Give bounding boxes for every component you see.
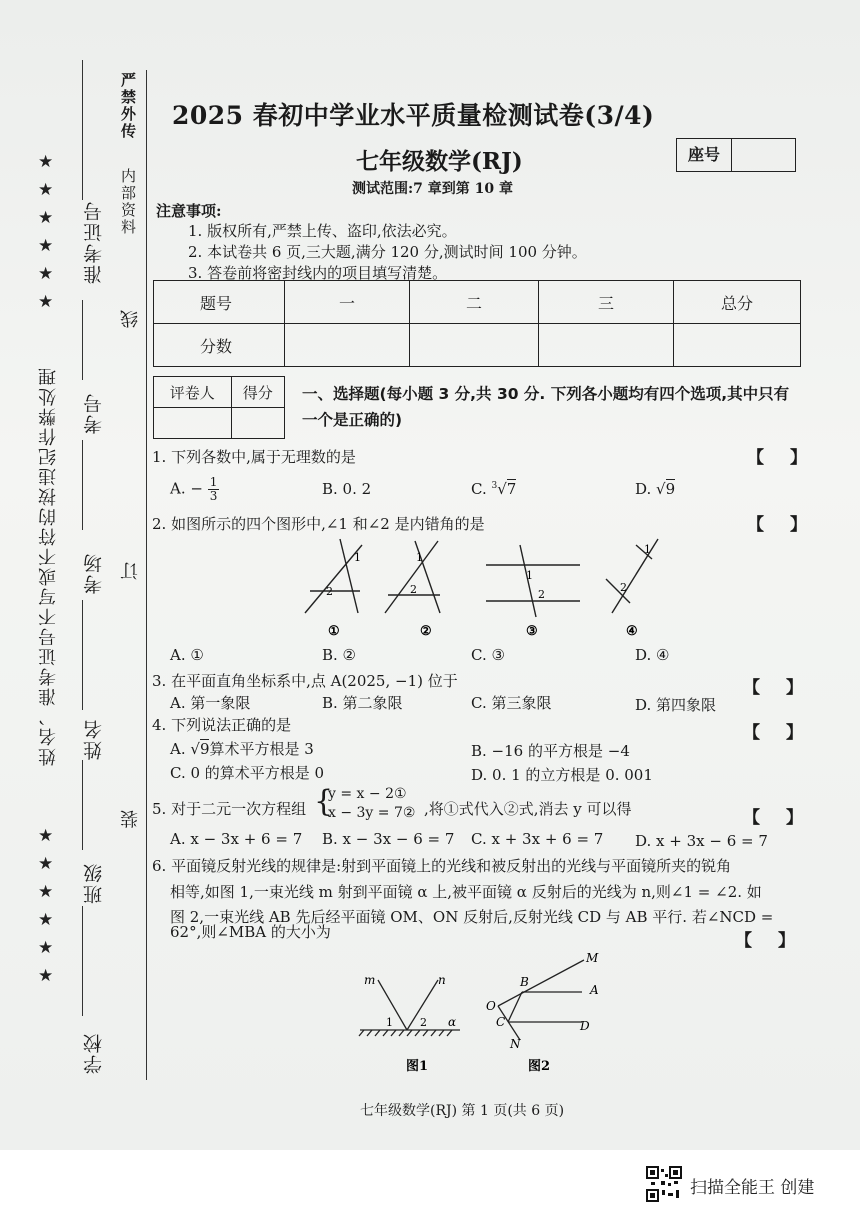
score-table-header-row (154, 281, 801, 324)
q5-equation-2: x − 3y = 7② (328, 805, 416, 821)
q1-option-c[interactable] (471, 480, 516, 498)
star-icon: ★ (38, 966, 54, 986)
answer-bracket[interactable]: 【】 (735, 931, 821, 951)
figure-label: ④ (626, 624, 638, 639)
mirror-figure-1 (359, 980, 460, 1036)
q5-option-b[interactable]: B. x − 3x − 6 = 7 (322, 830, 455, 848)
q5-option-d[interactable]: D. x + 3x − 6 = 7 (635, 832, 768, 850)
q4-option-d[interactable]: D. 0. 1 的立方根是 0. 001 (471, 766, 653, 784)
denominator: 3 (209, 489, 218, 503)
section-1-heading: 一、选择题(每小题 3 分,共 30 分. 下列各小题均有四个选项,其中只有一个是正确的) (302, 385, 790, 429)
exam-no-blank[interactable] (82, 300, 83, 380)
angle-2-label: 2 (326, 585, 333, 598)
room-label: 考场 (83, 552, 105, 594)
mirror-figure-2 (498, 960, 584, 1040)
table-cell: 二 (410, 281, 539, 324)
class-blank[interactable] (82, 760, 83, 850)
q4-option-b[interactable]: B. −16 的平方根是 −4 (471, 742, 630, 760)
question-3-stem: 3. 在平面直角坐标系中,点 A(2025, −1) 位于 (152, 672, 458, 690)
school-blank[interactable] (82, 906, 83, 1016)
answer-bracket[interactable]: 【】 (747, 515, 833, 535)
exam-no-label: 考号 (83, 392, 105, 434)
star-icon: ★ (38, 208, 54, 228)
point-d-label: D (580, 1019, 590, 1033)
answer-bracket[interactable]: 【】 (743, 678, 829, 698)
angle-1-label: 1 (386, 1016, 393, 1029)
question-4-stem: 4. 下列说法正确的是 (152, 716, 292, 734)
star-icon: ★ (38, 152, 54, 172)
q3-option-c[interactable]: C. 第三象限 (471, 694, 552, 712)
star-icon: ★ (38, 264, 54, 284)
page-footer: 七年级数学(RJ) 第 1 页(共 6 页) (360, 1103, 565, 1119)
table-cell: 总分 (674, 281, 801, 324)
table-cell: 题号 (154, 281, 285, 324)
seat-number-box[interactable] (676, 138, 796, 172)
radical-sign-icon: √ (497, 480, 507, 498)
ray-n-label: n (438, 973, 446, 987)
score-table (153, 280, 801, 367)
radical-sign-icon: √ (190, 740, 200, 758)
table-cell: 分数 (154, 324, 285, 367)
q3-option-d[interactable]: D. 第四象限 (635, 696, 717, 714)
school-label: 学校 (83, 1032, 105, 1074)
angle-1-label: 1 (644, 543, 651, 556)
star-icon: ★ (38, 292, 54, 312)
equation-brace-icon: { (314, 784, 334, 819)
figure-label: ③ (526, 624, 538, 639)
star-icon: ★ (38, 882, 54, 902)
question-6-line: 6. 平面镜反射光线的规律是:射到平面镜上的光线和被反射出的光线与平面镜所夹的锐角 (152, 857, 732, 875)
q2-option-a[interactable]: A. ① (170, 646, 204, 664)
score-cell[interactable] (231, 408, 284, 439)
point-o-label: O (486, 999, 496, 1013)
internal-material-label: 内部资料 (119, 168, 137, 236)
point-c-label: C (496, 1015, 506, 1029)
q5-option-a[interactable]: A. x − 3x + 6 = 7 (170, 830, 303, 848)
score-label: 得分 (231, 377, 284, 408)
figure-label: ① (328, 624, 340, 639)
star-icon: ★ (38, 854, 54, 874)
q4-option-a-prefix: A. (170, 740, 191, 758)
star-icon: ★ (38, 180, 54, 200)
question-1-stem: 1. 下列各数中,属于无理数的是 (152, 448, 356, 466)
binding-line (146, 70, 147, 1080)
point-b-label: B (520, 975, 529, 989)
answer-bracket[interactable]: 【】 (743, 723, 829, 743)
point-n-label: N (510, 1037, 521, 1051)
reviewer-label: 评卷人 (154, 377, 232, 408)
star-icon: ★ (38, 826, 54, 846)
answer-bracket[interactable]: 【】 (743, 808, 829, 828)
test-range: 测试范围:7 章到第 10 章 (352, 181, 514, 197)
note-item: 3. 答卷前将密封线内的项目填写清楚。 (188, 264, 448, 282)
angle-1-label: 1 (526, 569, 533, 582)
star-icon: ★ (38, 236, 54, 256)
point-m-label: M (586, 951, 599, 965)
numerator: 1 (209, 475, 218, 489)
score-cell[interactable] (410, 324, 539, 367)
note-item: 1. 版权所有,严禁上传、盗印,依法必究。 (188, 222, 457, 240)
q2-option-c[interactable]: C. ③ (471, 646, 505, 664)
exam-id-label: 准考证号 (83, 200, 105, 284)
scanner-watermark: 扫描全能王 创建 (690, 1178, 815, 1198)
radical-sign-icon: √ (656, 480, 666, 498)
score-cell[interactable] (674, 324, 801, 367)
angle-1-label: 1 (354, 551, 361, 564)
qr-code-icon (646, 1166, 682, 1202)
angle-1-label: 1 (416, 551, 423, 564)
room-blank[interactable] (82, 440, 83, 530)
binding-zhuang-label: 装 (120, 808, 141, 828)
name-blank[interactable] (82, 600, 83, 710)
binding-ding-label: 订 (120, 560, 141, 580)
q4-option-a[interactable] (170, 738, 314, 759)
q1-option-c-prefix: C. (471, 480, 492, 498)
figure-label: ② (420, 624, 432, 639)
radicand: 9 (665, 480, 676, 498)
q3-option-b[interactable]: B. 第二象限 (322, 694, 403, 712)
radicand: 7 (506, 480, 517, 498)
exam-id-blank[interactable] (82, 60, 83, 200)
q2-figures (300, 535, 730, 645)
angle-2-label: 2 (410, 583, 417, 596)
q1-option-d[interactable] (635, 480, 675, 498)
score-cell[interactable] (285, 324, 410, 367)
figure-1-caption: 图1 (406, 1059, 429, 1074)
root-index: 3 (491, 481, 498, 491)
seat-label: 座号 (677, 139, 732, 171)
exam-subject: 七年级数学(RJ) (356, 148, 523, 175)
point-a-label: A (590, 983, 599, 997)
question-6-line: 62°,则∠MBA 的大小为 (170, 923, 331, 941)
angle-2-label: 2 (620, 581, 627, 594)
exam-title: 2025 春初中学业水平质量检测试卷(3/4) (172, 101, 655, 130)
q5-equation-1: y = x − 2① (328, 786, 407, 802)
q1-option-a[interactable] (170, 476, 219, 503)
star-icon: ★ (38, 938, 54, 958)
question-6-line: 相等,如图 1,一束光线 m 射到平面镜 α 上,被平面镜 α 反射后的光线为 n,则∠1 = ∠2. 如 (170, 883, 762, 901)
answer-bracket[interactable]: 【】 (747, 448, 833, 468)
angle-figure-2 (385, 541, 440, 613)
table-cell: 一 (285, 281, 410, 324)
angle-figure-3 (486, 545, 580, 617)
q2-option-d[interactable]: D. ④ (635, 646, 670, 664)
mirror-alpha-label: α (448, 1015, 457, 1029)
reviewer-cell[interactable] (154, 408, 232, 439)
q4-option-a-text: 算术平方根是 3 (209, 740, 314, 758)
grader-table (153, 376, 285, 439)
score-table-score-row (154, 324, 801, 367)
radicand: 9 (199, 740, 210, 758)
q1-option-b[interactable]: B. 0. 2 (322, 480, 372, 498)
q3-option-a[interactable]: A. 第一象限 (170, 694, 251, 712)
fraction (208, 476, 220, 503)
q2-option-b[interactable]: B. ② (322, 646, 357, 664)
angle-2-label: 2 (538, 588, 545, 601)
binding-line-label: 线 (120, 308, 141, 328)
q6-figures (350, 940, 630, 1080)
ray-m-label: m (364, 973, 376, 987)
note-item: 2. 本试卷共 6 页,三大题,满分 120 分,测试时间 100 分钟。 (188, 243, 587, 261)
q5-stem-prefix: 5. 对于二元一次方程组 (152, 800, 307, 818)
q1-option-d-prefix: D. (635, 480, 657, 498)
q5-stem-suffix: ,将①式代入②式,消去 y 可以得 (424, 800, 632, 818)
q5-option-c[interactable]: C. x + 3x + 6 = 7 (471, 830, 604, 848)
class-label: 班级 (83, 862, 105, 904)
angle-2-label: 2 (420, 1016, 427, 1029)
star-icon: ★ (38, 910, 54, 930)
notes-title: 注意事项: (156, 202, 222, 220)
strict-confidential-label: 严禁外传 (119, 72, 137, 140)
q4-option-c[interactable]: C. 0 的算术平方根是 0 (170, 764, 325, 782)
figure-2-caption: 图2 (528, 1059, 551, 1074)
question-5-stem (152, 798, 306, 819)
cheating-warning-text: 姓名、准考证号不写或不符的按违纪作弊处理 (38, 366, 59, 766)
name-label: 姓名 (83, 718, 105, 760)
question-2-stem: 2. 如图所示的四个图形中,∠1 和∠2 是内错角的是 (152, 515, 485, 533)
score-cell[interactable] (539, 324, 674, 367)
question-6-line: 图 2,一束光线 AB 先后经平面镜 OM、ON 反射后,反射光线 CD 与 AB 平行. 若∠NCD = (170, 908, 774, 926)
q1-option-a-prefix: A. − (170, 479, 203, 498)
table-cell: 三 (539, 281, 674, 324)
